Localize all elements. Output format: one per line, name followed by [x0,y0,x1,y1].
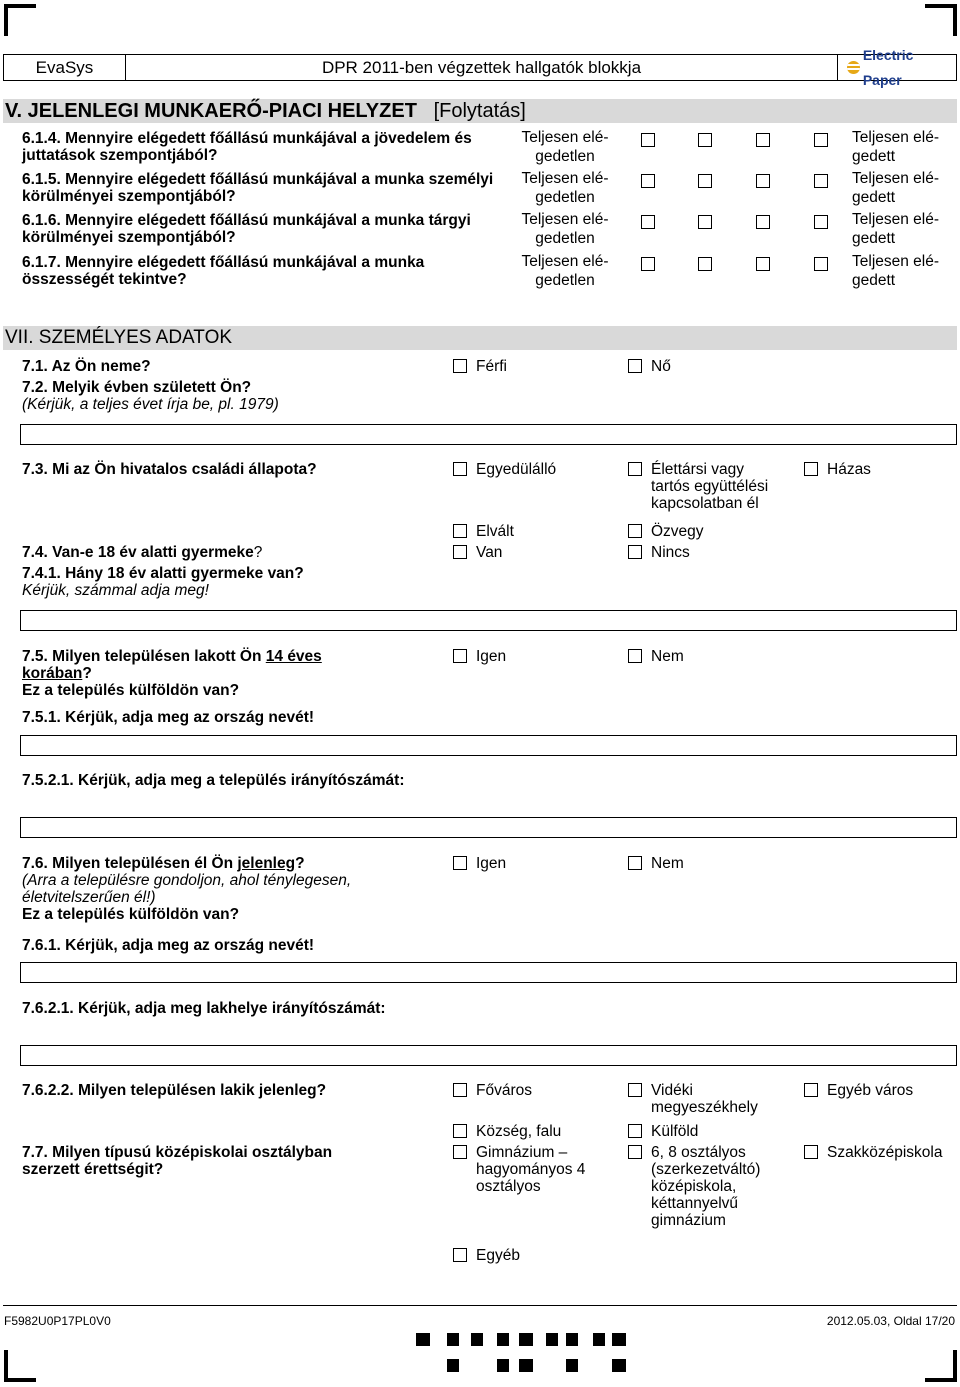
checkbox-egyeb[interactable] [453,1248,467,1262]
country-field-current[interactable] [20,962,957,983]
scan-mark [566,1359,578,1372]
rating-checkbox-2[interactable] [698,257,712,271]
scan-mark [612,1359,626,1372]
country-field-14[interactable] [20,735,957,756]
section-title-v: V. JELENLEGI MUNKAERŐ-PIACI HELYZET [Folytatás] [3,99,957,123]
rating-checkbox-4[interactable] [814,257,828,271]
checkbox-kulfold[interactable] [628,1124,642,1138]
question-7-3: 7.3. Mi az Ön hivatalos családi állapota? [22,461,317,478]
rating-checkbox-4[interactable] [814,215,828,229]
question-7-2-hint: (Kérjük, a teljes évet írja be, pl. 1979) [22,396,279,413]
page-header [3,46,957,88]
checkbox-igen[interactable] [453,649,467,663]
checkbox-fovaros[interactable] [453,1083,467,1097]
question-7-6: 7.6. Milyen településen él Ön jelenleg? [22,855,305,872]
corner-mark-top-right [925,4,957,36]
checkbox-no[interactable] [628,359,642,373]
question-7-7: 7.7. Milyen típusú középiskolai osztályban szerzett érettségit? [22,1144,333,1178]
checkbox-van[interactable] [453,545,467,559]
question-7-6-2-1: 7.6.2.1. Kérjük, adja meg lakhelye irányítószámát: [22,1000,386,1017]
option-label: Igen [476,648,507,665]
scale-right-label: Teljesen elé- gedett [852,211,940,247]
question-7-6-2-2: 7.6.2.2. Milyen településen lakik jelenleg? [22,1082,327,1099]
rating-checkbox-3[interactable] [756,215,770,229]
section-title-vii: VII. SZEMÉLYES ADATOK [3,326,957,350]
electric-paper-logo: Electric Paper [847,55,955,80]
option-label: Házas [827,461,871,478]
question-7-5: 7.5. Milyen településen lakott Ön 14 éves korában? [22,648,322,682]
corner-mark-bottom-left [4,1350,36,1382]
option-label: Község, falu [476,1123,562,1140]
footer-code: F5982U0P17PL0V0 [4,1314,111,1328]
checkbox-ferfi[interactable] [453,359,467,373]
rating-checkbox-1[interactable] [641,133,655,147]
question-7-4-1-hint: Kérjük, számmal adja meg! [22,582,209,599]
option-label: 6, 8 osztályos (szerkezetváltó) középiskola, kéttannyelvű gimnázium [651,1144,761,1229]
checkbox-nem[interactable] [628,856,642,870]
scan-mark [497,1359,509,1372]
scale-right-label: Teljesen elé- gedett [852,129,940,165]
scan-mark [471,1333,483,1346]
rating-checkbox-2[interactable] [698,133,712,147]
rating-checkbox-4[interactable] [814,133,828,147]
rating-checkbox-3[interactable] [756,133,770,147]
postal-code-field-current[interactable] [20,1045,957,1066]
question-6-1-6: 6.1.6. Mennyire elégedett főállású munkájával a munka tárgyi körülményei szempontjából? [22,212,471,246]
question-7-2: 7.2. Melyik évben született Ön? [22,379,252,396]
option-label: Nem [651,648,684,665]
rating-checkbox-3[interactable] [756,257,770,271]
option-label: Férfi [476,358,507,375]
scan-mark [546,1333,558,1346]
postal-code-field-14[interactable] [20,817,957,838]
checkbox-nincs[interactable] [628,545,642,559]
option-label: Nem [651,855,684,872]
question-7-4: 7.4. Van-e 18 év alatti gyermeke? [22,544,263,561]
question-7-4-1: 7.4.1. Hány 18 év alatti gyermeke van? [22,565,304,582]
rating-checkbox-4[interactable] [814,174,828,188]
option-label: Nincs [651,544,690,561]
scan-mark [447,1359,459,1372]
question-7-1: 7.1. Az Ön neme? [22,358,151,375]
children-count-field[interactable] [20,610,957,631]
question-6-1-4: 6.1.4. Mennyire elégedett főállású munkájával a jövedelem és juttatások szempontjából? [22,130,472,164]
scale-left-label: Teljesen elé- gedetlen [521,211,609,247]
checkbox-kozseg[interactable] [453,1124,467,1138]
option-label: Élettársi vagy tartós együttélési kapcsolatban él [651,461,769,512]
scan-mark [593,1333,605,1346]
rating-checkbox-2[interactable] [698,174,712,188]
scan-mark [447,1333,459,1346]
option-label: Özvegy [651,523,704,540]
scan-mark [416,1333,430,1346]
scan-mark [497,1333,509,1346]
scale-right-label: Teljesen elé- gedett [852,170,940,206]
checkbox-ozvegy[interactable] [628,524,642,538]
scan-mark [566,1333,578,1346]
rating-checkbox-3[interactable] [756,174,770,188]
footer-rule [3,1305,957,1306]
question-7-5-1: 7.5.1. Kérjük, adja meg az ország nevét! [22,709,315,726]
question-7-5-2-1: 7.5.2.1. Kérjük, adja meg a település irányítószámát: [22,772,405,789]
rating-checkbox-1[interactable] [641,257,655,271]
corner-mark-top-left [4,4,36,36]
question-7-5-abroad: Ez a település külföldön van? [22,682,240,699]
header-title: DPR 2011-ben végzettek hallgatók blokkja [126,55,838,80]
option-label: Egyedülálló [476,461,557,478]
checkbox-szakkozepiskola[interactable] [804,1145,818,1159]
checkbox-nem[interactable] [628,649,642,663]
header-app: EvaSys [4,55,126,80]
checkbox-egyedulallo[interactable] [453,462,467,476]
question-6-1-7: 6.1.7. Mennyire elégedett főállású munkájával a munka összességét tekintve? [22,254,425,288]
scale-right-label: Teljesen elé- gedett [852,253,940,289]
rating-checkbox-2[interactable] [698,215,712,229]
option-label: Van [476,544,503,561]
corner-mark-bottom-right [925,1350,957,1382]
rating-checkbox-1[interactable] [641,215,655,229]
electric-paper-icon [847,61,860,74]
birth-year-field[interactable] [20,424,957,445]
option-label: Egyéb város [827,1082,914,1099]
question-7-6-abroad: Ez a település külföldön van? [22,906,240,923]
question-6-1-5: 6.1.5. Mennyire elégedett főállású munkájával a munka személyi körülményei szempontjából? [22,171,494,205]
checkbox-hazas[interactable] [804,462,818,476]
option-label: Főváros [476,1082,532,1099]
scale-left-label: Teljesen elé- gedetlen [521,170,609,206]
checkbox-gimnazium-6-8[interactable] [628,1145,642,1159]
checkbox-gimnazium-4[interactable] [453,1145,467,1159]
rating-checkbox-1[interactable] [641,174,655,188]
option-label: Elvált [476,523,514,540]
option-label: Szakközépiskola [827,1144,943,1161]
option-label: Vidéki megyeszékhely [651,1082,758,1116]
option-label: Egyéb [476,1247,520,1264]
scale-left-label: Teljesen elé- gedetlen [521,253,609,289]
checkbox-igen[interactable] [453,856,467,870]
checkbox-elvalt[interactable] [453,524,467,538]
scan-mark [519,1333,533,1346]
scan-mark [519,1359,533,1372]
option-label: Külföld [651,1123,699,1140]
option-label: Igen [476,855,507,872]
question-7-6-1: 7.6.1. Kérjük, adja meg az ország nevét! [22,937,315,954]
option-label: Gimnázium – hagyományos 4 osztályos [476,1144,586,1195]
scan-mark [612,1333,626,1346]
checkbox-egyeb-varos[interactable] [804,1083,818,1097]
checkbox-videki-megyeszekhely[interactable] [628,1083,642,1097]
checkbox-elettarsi[interactable] [628,462,642,476]
option-label: Nő [651,358,671,375]
scale-left-label: Teljesen elé- gedetlen [521,129,609,165]
question-7-6-hint: (Arra a településre gondoljon, ahol ténylegesen, életvitelszerűen él!) [22,872,352,906]
footer-date-page: 2012.05.03, Oldal 17/20 [826,1314,955,1328]
